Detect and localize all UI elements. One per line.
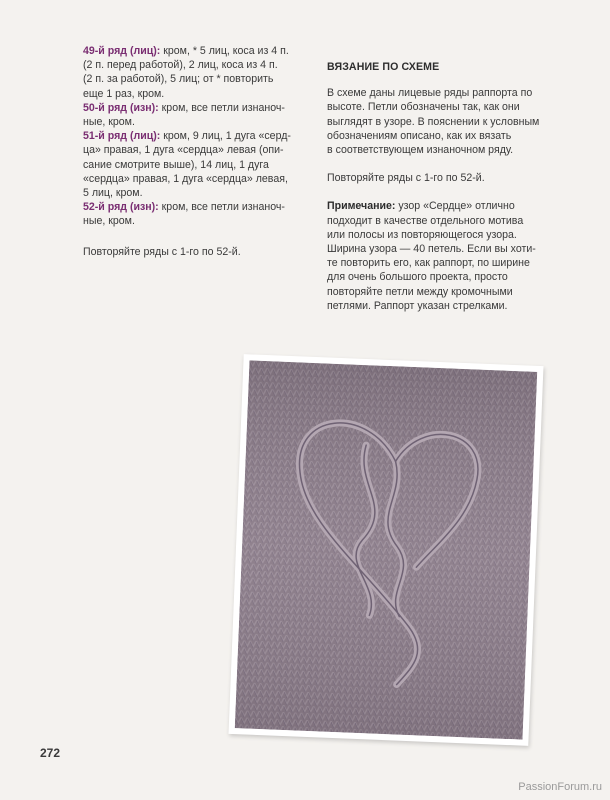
knitted-heart-photo [228, 354, 543, 746]
repeat-instruction-right: Повторяйте ряды с 1-го по 52-й. [327, 172, 485, 185]
page-number: 272 [40, 746, 61, 760]
right-column [327, 60, 559, 313]
knit-sample-image [235, 360, 538, 739]
row-49: 49-й ряд (лиц): кром, * 5 лиц, коса из 4 п. (2 п. перед работой), 2 лиц, коса из 4 п. (2 п. за работой), 5 лиц; от * повторить еще 1 раз, кром. [83, 45, 289, 100]
watermark: PassionForum.ru [518, 781, 602, 793]
chart-intro: В схеме даны лицевые ряды раппорта по высоте. Петли обозначены так, как они выглядят в узоре. В пояснении к условным обозначениям описано, как их вязать в соответствующем изнаночном ряду. [327, 87, 540, 157]
note: Примечание: узор «Сердце» отлично подходит в качестве отдельного мотива или полосы из повторяющегося узора. Ширина узора — 40 петель. Если вы хоти- те повторить его, как раппорт, по ширине для очень большого проекта, просто повторяйте петли между кромочными петлями. Раппорт указан стрелками. [327, 200, 536, 312]
row-50: 50-й ряд (изн): кром, все петли изнаноч- ные, кром. [83, 101, 285, 129]
section-title: ВЯЗАНИЕ ПО СХЕМЕ [327, 61, 440, 73]
left-column [83, 44, 311, 259]
row-52: 52-й ряд (изн): кром, все петли изнаноч- ные, кром. [83, 201, 285, 228]
row-51: 51-й ряд (лиц): кром, 9 лиц, 1 дуга «серд- ца» правая, 1 дуга «сердца» левая (опи- сание смотрите выше), 14 лиц, 1 дуга «сердца» правая, 1 дуга «сердца» левая, 5 лиц, кром. [83, 130, 291, 200]
repeat-instruction-left: Повторяйте ряды с 1-го по 52-й. [83, 245, 241, 258]
